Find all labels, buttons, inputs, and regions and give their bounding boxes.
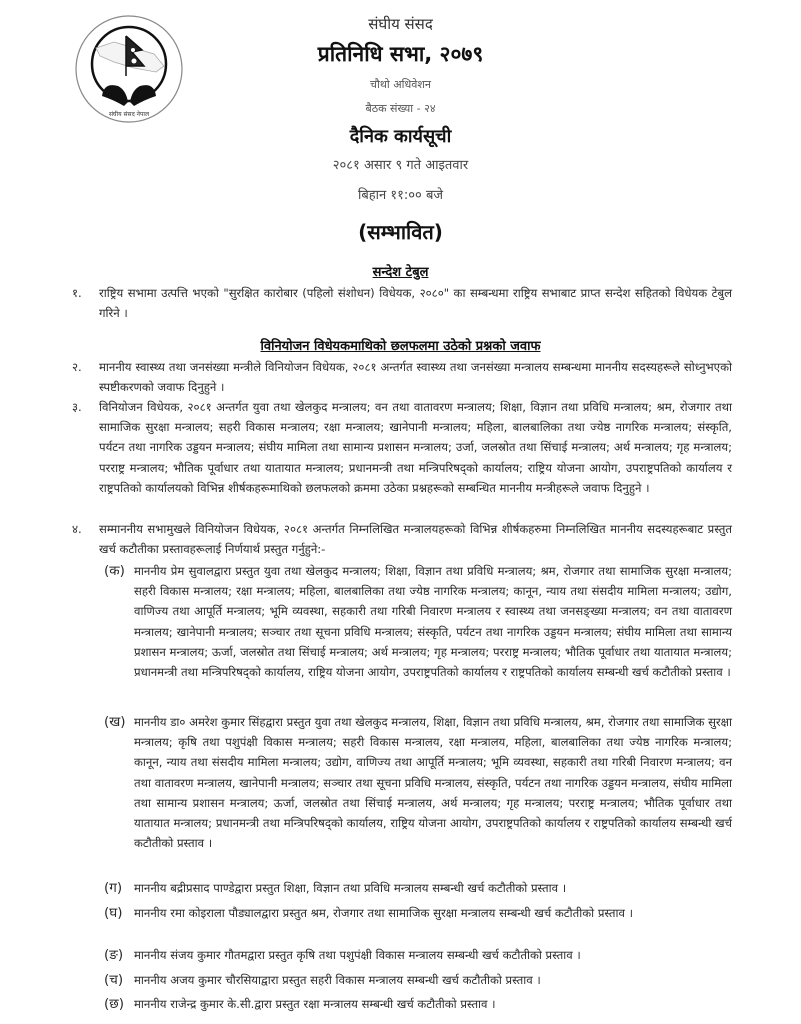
sub-item-text: माननीय राजेन्द्र कुमार के.सी.द्वारा प्रस्तुत रक्षा मन्त्रालय सम्बन्धी खर्च कटौतीको प्रस्ताव ।: [134, 997, 496, 1011]
cut-motion-item: [104, 970, 732, 990]
cut-motion-item: [104, 903, 732, 923]
item-text: माननीय स्वास्थ्य तथा जनसंख्या मन्त्रीले विनियोजन विधेयक, २०८१ अन्तर्गत स्वास्थ्य तथा जनसंख्या मन्त्रालय सम्बन्धमा माननीय सदस्यहरूले सोध्नुभएको स्पष्टीकरणको जवाफ दिनुहुने ।: [99, 360, 732, 395]
house-title: प्रतिनिधि सभा, २०७९: [317, 42, 484, 66]
parliament-name: संघीय संसद: [368, 15, 433, 33]
session-label: चौथो अधिवेशन: [370, 78, 431, 91]
item-number: ३.: [72, 400, 82, 414]
sub-item-text: माननीय संजय कुमार गौतमद्वारा प्रस्तुत कृषि तथा पशुपंक्षी विकास मन्त्रालय सम्बन्धी खर्च कटौतीको प्रस्ताव ।: [134, 948, 581, 962]
sub-item-label: (ग): [104, 880, 123, 896]
cut-motion-item: [104, 561, 732, 682]
sub-item-text: माननीय बद्रीप्रसाद पाण्डेद्वारा प्रस्तुत शिक्षा, विज्ञान तथा प्रविधि मन्त्रालय सम्बन्धी खर्च कटौतीको प्रस्ताव ।: [134, 881, 567, 895]
logo-caption: संघीय संसद नेपाल: [108, 111, 150, 118]
sub-item-label: (घ): [104, 905, 123, 921]
sub-item-label: (छ): [104, 996, 124, 1012]
agenda-status: (सम्भावित): [358, 220, 443, 244]
cut-motion-item: [104, 994, 732, 1014]
cut-motion-item: [104, 945, 732, 965]
sub-item-text: माननीय डा० अमरेश कुमार सिंहद्वारा प्रस्तुत युवा तथा खेलकुद मन्त्रालय, शिक्षा, विज्ञान तथा प्रविधि मन्त्रालय, श्रम, रोजगार तथा सामाजिक सुरक्षा मन्त्रालय; कृषि तथा पशुपंक्षी विकास मन्त्रालय; सहरी विकास मन्त्रालय, रक्षा मन्त्रालय, महिला, बालबालिका तथा ज्येष्ठ नागरिक मन्त्रालय; कानून, न्याय तथा संसदीय मामिला मन्त्रालय; उद्योग, वाणिज्य तथा आपूर्ति मन्त्रालय; भूमि व्यवस्था, सहकारी तथा गरिबी निवारण मन्त्रालय; वन तथा वातावरण मन्त्रालय, खानेपानी मन्त्रालय; सञ्चार तथा सूचना प्रविधि मन्त्रालय, संस्कृति, पर्यटन तथा नागरिक उड्डयन मन्त्रालय, संघीय मामिला तथा सामान्य प्रशासन मन्त्रालय; ऊर्जा, जलस्रोत तथा सिंचाई मन्त्रालय, अर्थ मन्त्रालय; गृह मन्त्रालय; परराष्ट्र मन्त्रालय; भौतिक पूर्वाधार तथा यातायात मन्त्रालय; प्रधानमन्त्री तथा मन्त्रिपरिषद्को कार्यालय, राष्ट्रिय योजना आयोग, उपराष्ट्रपतिको कार्यालय र राष्ट्रपतिको कार्यालय सम्बन्धी खर्च कटौतीको प्रस्ताव ।: [134, 715, 732, 851]
item-number: १.: [72, 286, 82, 300]
agenda-item: [72, 397, 732, 498]
sub-item-label: (च): [104, 972, 124, 988]
agenda-item: [72, 519, 732, 559]
sub-item-text: माननीय अजय कुमार चौरसियाद्वारा प्रस्तुत सहरी विकास मन्त्रालय सम्बन्धी खर्च कटौतीको प्रस्ताव ।: [134, 973, 541, 987]
item-text: सम्माननीय सभामुखले विनियोजन विधेयक, २०८१ अन्तर्गत निम्नलिखित मन्त्रालयहरूको विभिन्न शीर्षकहरुमा निम्नलिखित माननीय सदस्यहरूबाट प्रस्तुत खर्च कटौतीका प्रस्तावहरूलाई निर्णयार्थ प्रस्तुत गर्नुहुने:-: [99, 522, 732, 557]
cut-motion-item: [104, 712, 732, 853]
item-text: राष्ट्रिय सभामा उत्पत्ति भएको "सुरक्षित कारोबार (पहिलो संशोधन) विधेयक, २०८०" का सम्बन्धमा राष्ट्रिय सभाबाट प्राप्त सन्देश सहितको विधेयक टेबुल गरिने ।: [99, 286, 732, 321]
document-title: दैनिक कार्यसूची: [349, 126, 452, 147]
section-title-appropriation-answers: विनियोजन विधेयकमाथिको छलफलमा उठेको प्रश्नको जवाफ: [260, 339, 541, 354]
item-number: ४.: [72, 522, 82, 536]
sub-item-label: (ङ): [104, 947, 124, 963]
sub-item-text: माननीय प्रेम सुवालद्वारा प्रस्तुत युवा तथा खेलकुद मन्त्रालय; शिक्षा, विज्ञान तथा प्रविधि मन्त्रालय; श्रम, रोजगार तथा सामाजिक सुरक्षा मन्त्रालय; सहरी विकास मन्त्रालय; रक्षा मन्त्रालय; महिला, बालबालिका तथा ज्येष्ठ नागरिक मन्त्रालय; कानून, न्याय तथा संसदीय मामिला मन्त्रालय; उद्योग, वाणिज्य तथा आपूर्ति मन्त्रालय; भूमि व्यवस्था, सहकारी तथा गरिबी निवारण मन्त्रालय र स्वास्थ्य तथा जनसङ्ख्या मन्त्रालय; वन तथा वातावरण मन्त्रालय; खानेपानी मन्त्रालय; सञ्चार तथा सूचना प्रविधि मन्त्रालय; संस्कृति, पर्यटन तथा नागरिक उड्डयन मन्त्रालय; संघीय मामिला तथा सामान्य प्रशासन मन्त्रालय; ऊर्जा, जलस्रोत तथा सिंचाई मन्त्रालय; अर्थ मन्त्रालय; गृह मन्त्रालय; परराष्ट्र मन्त्रालय; भौतिक पूर्वाधार तथा यातायात मन्त्रालय; प्रधानमन्त्री तथा मन्त्रिपरिषद्को कार्यालय, राष्ट्रिय योजना आयोग, उपराष्ट्रपतिको कार्यालय र राष्ट्रपतिको कार्यालय सम्बन्धी खर्च कटौतीको प्रस्ताव ।: [134, 564, 732, 680]
item-text: विनियोजन विधेयक, २०८१ अन्तर्गत युवा तथा खेलकुद मन्त्रालय; वन तथा वातावरण मन्त्रालय; शिक्षा, विज्ञान तथा प्रविधि मन्त्रालय; श्रम, रोजगार तथा सामाजिक सुरक्षा मन्त्रालय; सहरी विकास मन्त्रालय; रक्षा मन्त्रालय; खानेपानी मन्त्रालय; महिला, बालबालिका तथा ज्येष्ठ नागरिक मन्त्रालय; संस्कृति, पर्यटन तथा नागरिक उड्डयन मन्त्रालय; संघीय मामिला तथा सामान्य प्रशासन मन्त्रालय; उर्जा, जलस्रोत तथा सिंचाई मन्त्रालय; अर्थ मन्त्रालय; गृह मन्त्रालय; परराष्ट्र मन्त्रालय; भौतिक पूर्वाधार तथा यातायात मन्त्रालय; प्रधानमन्त्री तथा मन्त्रिपरिषद्को कार्यालय; राष्ट्रिय योजना आयोग, उपराष्ट्रपतिको कार्यालय र राष्ट्रपतिको कार्यालयको विभिन्न शीर्षकहरूमाथिको छलफलको क्रममा उठेका प्रश्नहरूको सम्बन्धित माननीय मन्त्रीहरूले जवाफ दिनुहुने ।: [99, 400, 732, 495]
meeting-date: २०८१ असार ९ गते आइतवार: [332, 158, 469, 173]
sub-item-label: (ख): [104, 714, 126, 730]
section-title-message-table: सन्देश टेबुल: [372, 265, 429, 280]
cut-motion-item: [104, 878, 732, 898]
agenda-item: [72, 357, 732, 397]
item-number: २.: [72, 360, 82, 374]
sub-item-text: माननीय रमा कोइराला पौड्यालद्वारा प्रस्तुत श्रम, रोजगार तथा सामाजिक सुरक्षा मन्त्रालय सम्बन्धी खर्च कटौतीको प्रस्ताव ।: [134, 906, 634, 920]
sub-item-label: (क): [104, 563, 125, 579]
meeting-number: बैठक संख्या - २४: [365, 102, 436, 115]
agenda-item: [72, 283, 732, 323]
meeting-time: बिहान ११:०० बजे: [357, 188, 444, 203]
